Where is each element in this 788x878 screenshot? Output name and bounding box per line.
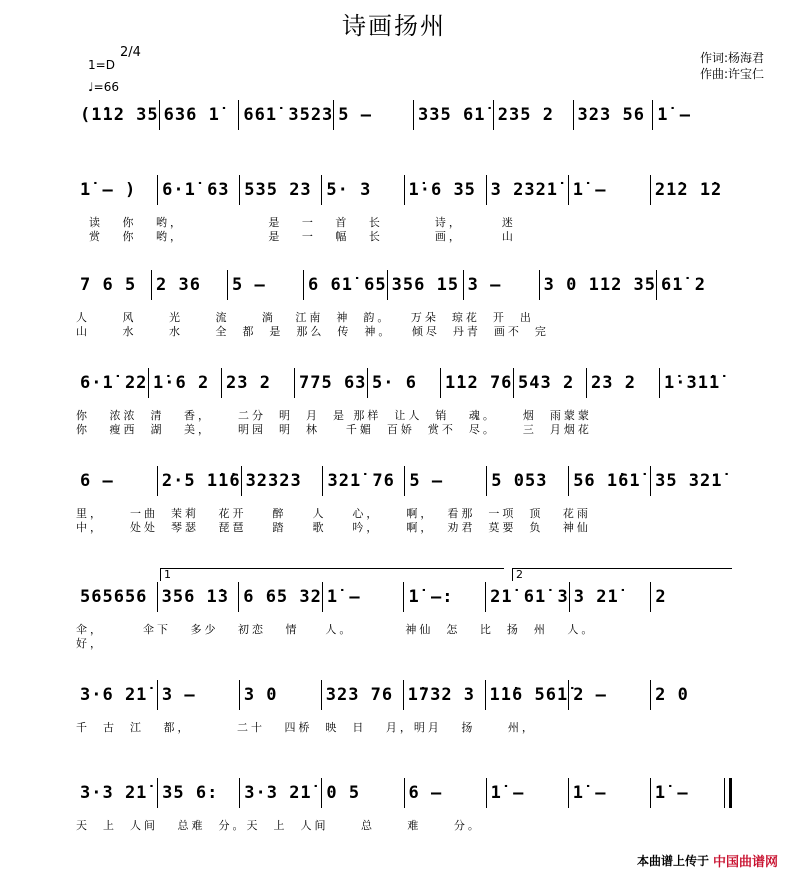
- measure: (1̇12 35: [80, 105, 159, 125]
- measure: 1̇1̇6 561̇: [485, 680, 569, 710]
- lyric-verse-1: 读 你 哟， 是 一 首 长 诗， 迷: [76, 216, 516, 229]
- measure: 6 –: [80, 471, 114, 491]
- measure: 61̇ 2: [656, 270, 732, 300]
- lyric-verse-1: 天 上 人间 总难 分。天 上 人间 总 难 分。: [76, 819, 482, 832]
- measure: 356 1̇3: [157, 582, 239, 612]
- measure: 3 0: [239, 680, 321, 710]
- tempo-marking: ♩=66: [88, 80, 119, 94]
- measure: 6 –: [404, 778, 486, 808]
- lyric-verse-2: 好，: [76, 637, 104, 650]
- measure: 1̇·31̇1̇: [659, 368, 732, 398]
- measure: 1̇ –: [486, 778, 568, 808]
- measure: 23 2: [221, 368, 294, 398]
- measure: 5 –: [227, 270, 303, 300]
- upload-label: 本曲谱上传于: [636, 854, 709, 868]
- measure: 775 63: [294, 368, 367, 398]
- song-title: 诗画扬州: [342, 12, 446, 40]
- measure: 2·5 1̇1̇6: [157, 466, 241, 496]
- measure: 323 76: [321, 680, 403, 710]
- measure: 5 –: [333, 100, 413, 130]
- measure: 1̇ – ): [80, 180, 137, 200]
- lyric-verse-2: 山 水 水 全 都 是 那么 传 神。 倾尽 丹青 画不 完: [76, 325, 549, 338]
- measure: 35 6:: [157, 778, 239, 808]
- measure: 321̇ 76: [322, 466, 404, 496]
- notes-row: [76, 270, 732, 300]
- staff-line-6: [76, 568, 732, 662]
- measure: 1̇12 76: [440, 368, 513, 398]
- staff-line-1: [76, 100, 732, 180]
- measure: 3·3 21̇: [239, 778, 321, 808]
- notes-row: [76, 466, 732, 496]
- measure: 6 61̇ 65: [303, 270, 387, 300]
- staff-line-7: [76, 680, 732, 760]
- volta-second-ending: 2: [512, 568, 732, 581]
- measure: 335 61̇: [413, 100, 493, 130]
- staff-line-8: [76, 778, 732, 858]
- measure: 35 321̇: [650, 466, 732, 496]
- lyric-verse-2: 赏 你 哟， 是 一 幅 长 画， 山: [76, 230, 516, 243]
- measure: 3 2321̇: [486, 175, 568, 205]
- composer-credit: 作曲:许宝仁: [699, 67, 764, 81]
- notes-row: [76, 582, 732, 612]
- lyric-verse-1: 千 古 江 都， 二十 四桥 映 日 月，明月 扬 州，: [76, 721, 536, 734]
- measure: 6·1̇ 63: [157, 175, 239, 205]
- notes-row: [76, 100, 732, 130]
- measure: 1̇ –: [652, 100, 732, 130]
- lyric-verse-2: 你 瘦西 湖 美， 明园 明 林 千媚 百娇 赏不 尽。 三 月烟花: [76, 423, 592, 436]
- measure: 235 2: [493, 100, 573, 130]
- notes-row: [76, 680, 732, 710]
- lyric-verse-1: 里， 一曲 茉莉 花开 醉 人 心， 啊， 看那 一项 顶 花雨: [76, 507, 591, 520]
- measure: 565656: [80, 587, 148, 607]
- measure: 1̇·6 35: [404, 175, 486, 205]
- measure: 1̇·6 2: [148, 368, 221, 398]
- measure: 1̇ –: [322, 582, 404, 612]
- upload-footer: [637, 851, 778, 870]
- measure: 7 6 5: [80, 275, 137, 295]
- lyric-verse-1: 你 浓浓 清 香， 二分 明 月 是 那样 让人 销 魂。 烟 雨蒙蒙: [76, 409, 592, 422]
- notes-row: [76, 778, 732, 808]
- staff-line-2: [76, 175, 732, 255]
- lyricist-credit: 作词:杨海君: [699, 51, 764, 65]
- measure: 3 21̇: [569, 582, 651, 612]
- measure: 6·1̇ 22: [80, 373, 148, 393]
- measure: 543 2: [513, 368, 586, 398]
- measure: 6 65 32: [238, 582, 322, 612]
- measure: 5 –: [404, 466, 486, 496]
- measure: 0 5: [321, 778, 403, 808]
- measure: 5 053: [486, 466, 568, 496]
- time-signature: 2/4: [120, 45, 141, 60]
- site-logo[interactable]: 中国曲谱网: [712, 855, 778, 870]
- measure: 2 0: [650, 680, 732, 710]
- measure: 2 36: [151, 270, 227, 300]
- measure: 1̇732 3: [403, 680, 485, 710]
- measure: 32323: [241, 466, 323, 496]
- measure: 1̇ –:: [403, 582, 485, 612]
- measure: 3 –: [463, 270, 539, 300]
- measure: 5· 3: [321, 175, 403, 205]
- lyric-verse-1: 人 风 光 流 淌 江南 神 韵。 万朵 琼花 开 出: [76, 311, 534, 324]
- notes-row: [76, 368, 732, 398]
- staff-line-4: [76, 368, 732, 448]
- key-signature: [88, 58, 115, 72]
- notes-row: [76, 175, 732, 205]
- staff-line-3: [76, 270, 732, 350]
- measure: 21̇ 61̇ 3: [485, 582, 569, 612]
- measure: 21̇2 1̇2: [650, 175, 732, 205]
- measure: 323 56: [573, 100, 653, 130]
- staff-line-5: [76, 466, 732, 546]
- measure: 661̇ 3523: [238, 100, 333, 130]
- measure: 3 –: [157, 680, 239, 710]
- final-barline: [724, 778, 732, 808]
- key-label: 1=D: [88, 58, 115, 72]
- measure: 56 1̇61̇: [568, 466, 650, 496]
- measure: 5· 6: [367, 368, 440, 398]
- lyric-verse-2: 中， 处处 琴瑟 琵琶 踏 歌 吟， 啊， 劝君 莫要 负 神仙: [76, 521, 591, 534]
- measure: 535 23: [239, 175, 321, 205]
- measure: 356 15: [387, 270, 463, 300]
- measure: 23 2: [586, 368, 659, 398]
- measure: 2 –: [568, 680, 650, 710]
- measure: 3·6 21̇: [80, 685, 148, 705]
- measure: 2: [650, 582, 732, 612]
- measure: 1̇ –: [568, 175, 650, 205]
- lyric-verse-1: 伞， 伞下 多少 初恋 情 人。 神仙 怎 比 扬 州 人。: [76, 623, 596, 636]
- measure: 636 1̇: [159, 100, 239, 130]
- volta-first-ending: 1: [160, 568, 504, 581]
- measure: 1̇ –: [650, 778, 732, 808]
- measure: 3 0 112 35: [539, 270, 656, 300]
- measure: 3·3 21̇: [80, 783, 148, 803]
- measure: 1̇ –: [568, 778, 650, 808]
